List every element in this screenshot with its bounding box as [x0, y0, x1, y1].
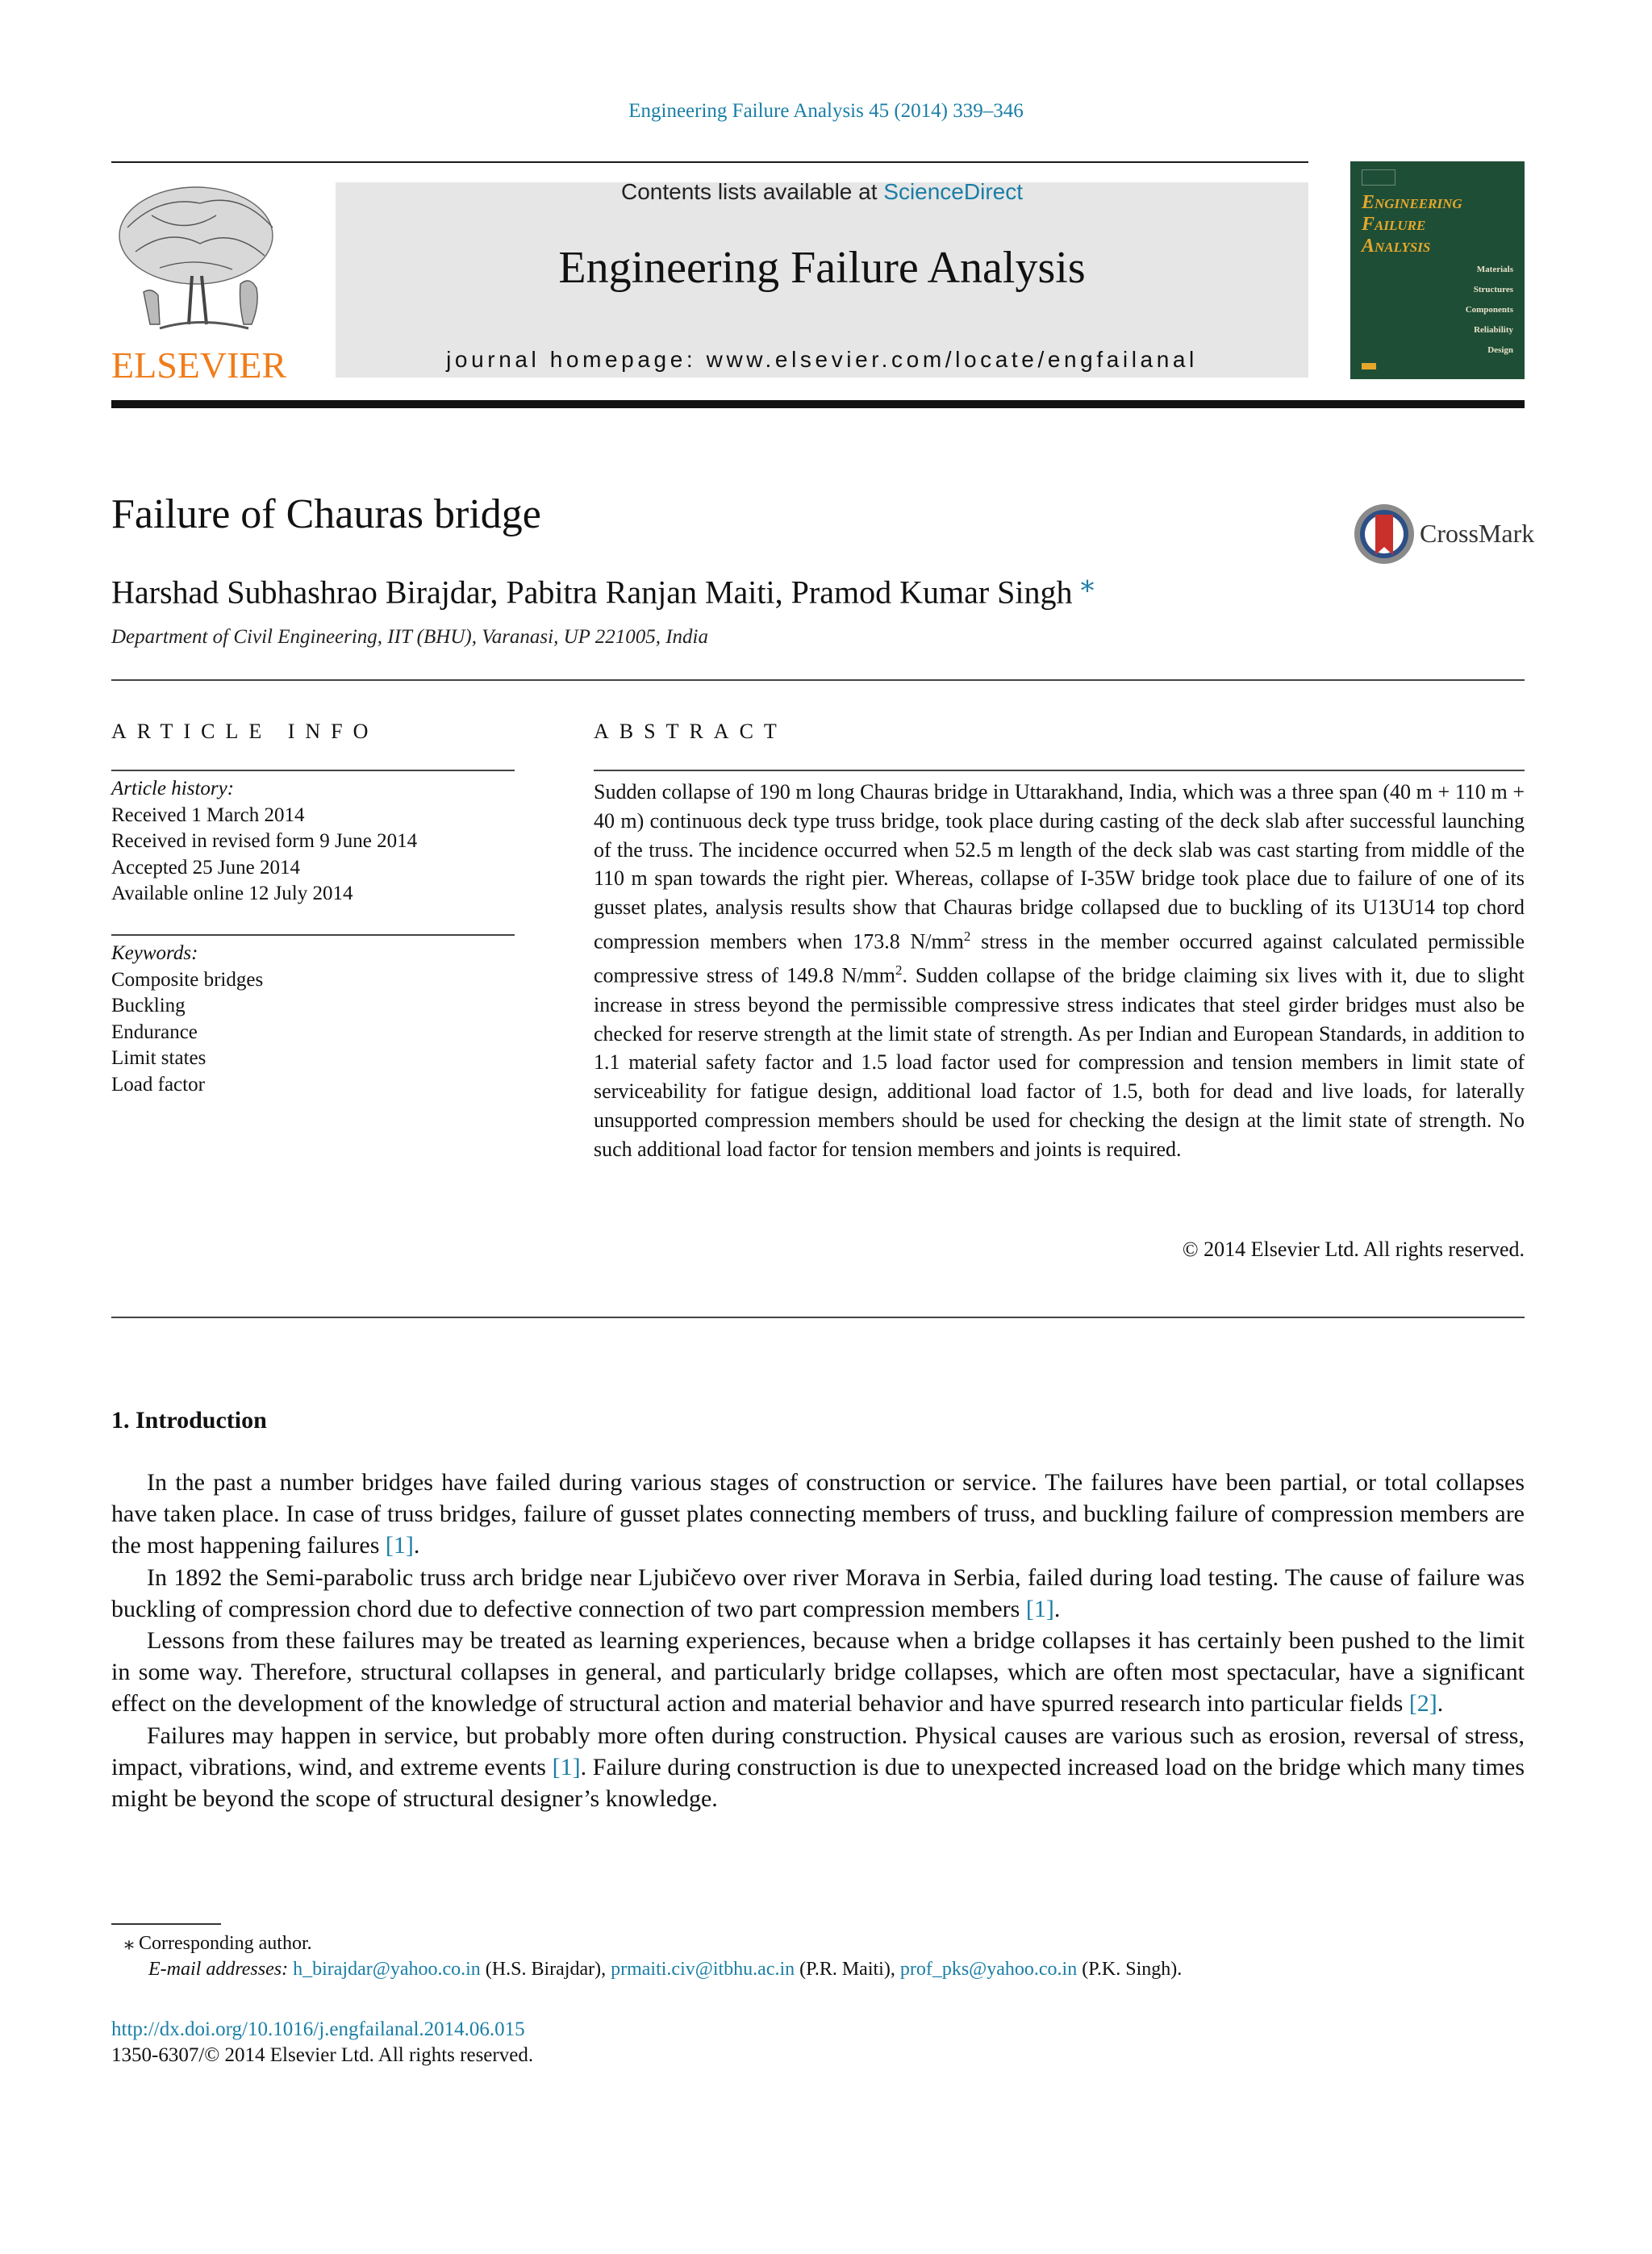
citation-link[interactable]: [1]: [1025, 1595, 1054, 1622]
sciencedirect-link[interactable]: ScienceDirect: [883, 179, 1023, 204]
abstract-text: [594, 778, 1525, 1164]
paragraph-end: .: [1437, 1690, 1444, 1718]
paragraph-text: Lessons from these failures may be treated as learning experiences, because when a bridge collapses it has certainly been pushed to the limit in some way. Therefore, structural collapses in general, and particularly bridge collapses, which are often most spectacular, have a significant effect on the development of the knowledge of structural action and material behavior and have spurred research into particular fields: [111, 1627, 1525, 1718]
cover-topics: [1466, 260, 1513, 361]
paragraph: [111, 1720, 1525, 1815]
homepage-url[interactable]: www.elsevier.com/locate/engfailanal: [706, 347, 1198, 372]
paragraph-text: In the past a number bridges have failed during various stages of construction or service. The failures have been partial, or total collapses have taken place. In case of truss bridges, failure of gusset plates connecting members of truss, and buckling failure of compression members are the most happening failures: [111, 1469, 1525, 1559]
history-item: Received in revised form 9 June 2014: [111, 830, 418, 852]
superscript: 2: [963, 928, 971, 944]
citation-link[interactable]: [1]: [552, 1753, 581, 1780]
journal-cover-thumbnail[interactable]: [1350, 161, 1525, 379]
keyword: Limit states: [111, 1047, 206, 1069]
article-title: Failure of Chauras bridge: [111, 491, 541, 537]
keywords-label: Keywords:: [111, 942, 198, 964]
elsevier-wordmark: ELSEVIER: [111, 344, 287, 386]
doi-link[interactable]: http://dx.doi.org/10.1016/j.engfailanal.2014.06.015: [111, 2018, 525, 2040]
paragraph: [111, 1562, 1525, 1625]
crossmark-label[interactable]: CrossMark: [1420, 519, 1535, 548]
abstract-heading: ABSTRACT: [594, 720, 787, 743]
paragraph-text: . Failure during construction is due to unexpected increased load on the bridge which many times might be beyond the scope of structural designer’s knowledge.: [111, 1753, 1525, 1813]
email-footnote: [148, 1959, 1182, 1981]
cover-topic: Design: [1487, 345, 1513, 355]
introduction-body: [111, 1467, 1525, 1814]
keywords: [111, 941, 515, 1098]
masthead-rule: [111, 400, 1525, 408]
cover-title-line: Failure: [1362, 214, 1426, 235]
cover-topic: Structures: [1473, 285, 1513, 294]
cover-title-line: Analysis: [1362, 236, 1431, 257]
contents-prefix: Contents lists available at: [620, 179, 884, 204]
crossmark-icon[interactable]: [1352, 502, 1416, 566]
paragraph-end: .: [413, 1532, 420, 1559]
citation-link[interactable]: [1]: [385, 1532, 414, 1559]
corresponding-author-mark[interactable]: ⁎: [1080, 568, 1095, 598]
footnote-text: Corresponding author.: [139, 1933, 312, 1954]
keyword: Buckling: [111, 995, 186, 1016]
email-link[interactable]: prmaiti.civ@itbhu.ac.in: [611, 1959, 795, 1980]
abstract-part: stress in the member occurred against calculated permissible compressive stress of 149.8 N/mm: [594, 929, 1525, 988]
journal-name: Engineering Failure Analysis: [558, 243, 1086, 293]
issn-line: 1350-6307/© 2014 Elsevier Ltd. All rights reserved.: [111, 2044, 534, 2066]
abstract-part: . Sudden collapse of the bridge claiming six lives with it, due to slight increase in stress beyond the permissible compressive stress indicates that steel girder bridges must also be checked for reserve strength at the limit state of strength. As per Indian and European Standards, in addition to 1.1 material safety factor and 1.5 load factor used for compression and tension members in limit state of serviceability for fatigue design, additional load factor of 1.5, both for dead and live loads, for laterally unsupported compression members should be used for checking the design at the limit state of strength. No such additional load factor for tension members and joints is required.: [594, 964, 1525, 1161]
superscript: 2: [895, 962, 903, 979]
elsevier-tree-logo: [111, 179, 297, 340]
title-rule: [111, 679, 1525, 681]
cover-topic: Materials: [1476, 265, 1513, 274]
header-rule: [111, 161, 1308, 163]
contents-line: [336, 179, 1308, 205]
email-owner: (P.K. Singh).: [1077, 1959, 1183, 1980]
cover-topic: Components: [1465, 305, 1513, 315]
homepage-label: journal homepage:: [446, 347, 707, 372]
abstract-rule: [594, 770, 1525, 771]
history-label: Article history:: [111, 778, 235, 799]
author-list: [111, 566, 1095, 611]
authors: Harshad Subhashrao Birajdar, Pabitra Ranjan Maiti, Pramod Kumar Singh: [111, 574, 1073, 611]
footnote-mark: ⁎: [124, 1933, 134, 1954]
section-heading-introduction: 1. Introduction: [111, 1407, 267, 1434]
abstract-copyright: © 2014 Elsevier Ltd. All rights reserved.: [1182, 1238, 1525, 1261]
paragraph-text: In 1892 the Semi-parabolic truss arch bridge near Ljubičevo over river Morava in Serbia, failed during load testing. The cause of failure was buckling of compression chord due to defective connection of two part compression members: [111, 1563, 1525, 1622]
cover-mark: [1362, 363, 1376, 369]
keyword: Composite bridges: [111, 968, 264, 991]
journal-homepage: [336, 347, 1308, 373]
email-label: E-mail addresses:: [148, 1959, 294, 1980]
history-item: Accepted 25 June 2014: [111, 856, 300, 879]
cover-topic: Reliability: [1474, 325, 1513, 335]
email-owner: (H.S. Birajdar),: [480, 1959, 611, 1980]
citation-link[interactable]: [2]: [1408, 1690, 1437, 1718]
keywords-rule: [111, 934, 515, 936]
cover-title: [1362, 192, 1523, 257]
paragraph-text: Failures may happen in service, but probably more often during construction. Physical causes are various such as erosion, reversal of stress, impact, vibrations, wind, and extreme events: [111, 1722, 1525, 1780]
email-link[interactable]: h_birajdar@yahoo.co.in: [293, 1959, 481, 1980]
keyword: Endurance: [111, 1021, 198, 1043]
email-link[interactable]: prof_pks@yahoo.co.in: [899, 1959, 1078, 1980]
running-head[interactable]: Engineering Failure Analysis 45 (2014) 339–346: [628, 100, 1024, 122]
paragraph: [111, 1467, 1525, 1562]
article-info-rule: [111, 770, 515, 771]
corresponding-footnote: [124, 1931, 312, 1955]
cover-title-line: Engineering: [1362, 192, 1462, 213]
keyword: Load factor: [111, 1073, 205, 1096]
history-item: Available online 12 July 2014: [111, 883, 353, 904]
history-item: Received 1 March 2014: [111, 804, 305, 826]
affiliation: Department of Civil Engineering, IIT (BHU), Varanasi, UP 221005, India: [111, 626, 708, 648]
email-owner: (P.R. Maiti),: [795, 1959, 900, 1980]
paragraph: [111, 1625, 1525, 1720]
cover-badge: [1362, 169, 1395, 186]
article-info-heading: ARTICLE INFO: [111, 720, 379, 743]
abstract-part: Sudden collapse of 190 m long Chauras bridge in Uttarakhand, India, which was a three span (40 m + 110 m + 40 m) continuous deck type truss bridge, took place during casting of the deck slab after successful launching of the truss. The incidence occurred when 52.5 m length of the deck slab was cast starting from middle of the 110 m span towards the right pier. Whereas, collapse of I-35W bridge took place due to failure of one of its gusset plates, analysis results show that Chauras bridge collapsed due to buckling of its U13U14 top chord compression members when 173.8 N/mm: [594, 780, 1525, 954]
footnote-rule: [111, 1923, 221, 1925]
article-history: [111, 776, 515, 908]
paragraph-end: .: [1053, 1595, 1061, 1622]
abstract-end-rule: [111, 1317, 1525, 1318]
